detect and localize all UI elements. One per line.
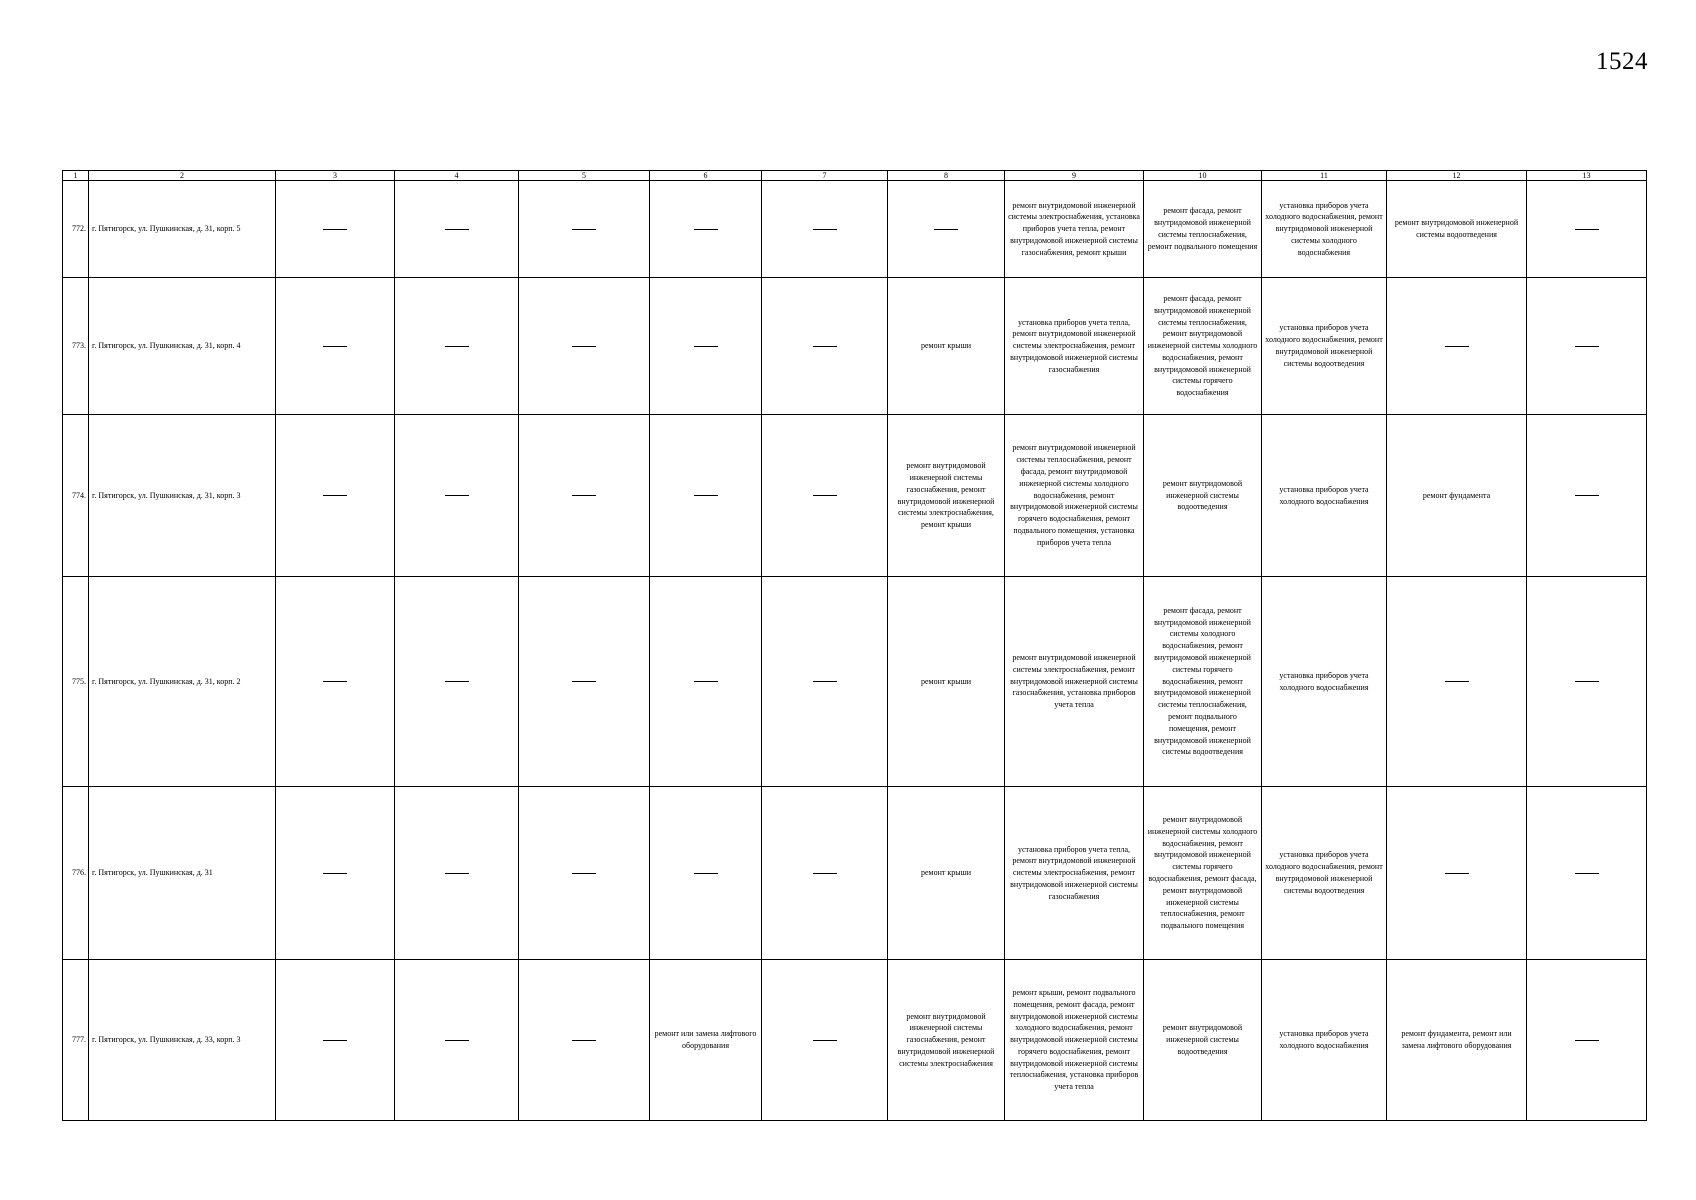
empty-cell [395,960,519,1121]
work-description-cell: ремонт внутридомовой инженерной системы водоотведения [1144,415,1262,577]
empty-cell [276,181,395,278]
work-description-cell: ремонт фундамента [1387,415,1527,577]
column-number: 6 [650,171,762,181]
dash-mark [323,1040,347,1041]
column-number: 8 [888,171,1005,181]
dash-mark [1575,229,1599,230]
empty-cell [650,278,762,415]
work-description-cell: ремонт внутридомовой инженерной системы электроснабжения, установка приборов учета тепла, ремонт внутридомовой инженерной системы газоснабжения, ремонт крыши [1005,181,1144,278]
dash-mark [694,229,718,230]
repair-schedule-table [62,170,1647,1121]
address-cell: г. Пятигорск, ул. Пушкинская, д. 31, корп. 3 [89,415,276,577]
column-number: 10 [1144,171,1262,181]
empty-cell [276,415,395,577]
empty-cell [519,577,650,787]
empty-cell [762,181,888,278]
row-number: 775. [63,577,89,787]
empty-cell [519,278,650,415]
dash-mark [323,495,347,496]
empty-cell [762,278,888,415]
empty-cell [650,181,762,278]
row-number: 774. [63,415,89,577]
work-description-cell: установка приборов учета холодного водоснабжения, ремонт внутридомовой инженерной системы водоотведения [1262,278,1387,415]
empty-cell [1527,787,1647,960]
table-row [63,415,1647,577]
dash-mark [572,495,596,496]
address-cell: г. Пятигорск, ул. Пушкинская, д. 31, корп. 5 [89,181,276,278]
empty-cell [395,415,519,577]
work-description-cell: ремонт внутридомовой инженерной системы водоотведения [1144,960,1262,1121]
empty-cell [519,415,650,577]
dash-mark [572,346,596,347]
column-number: 11 [1262,171,1387,181]
column-number: 2 [89,171,276,181]
empty-cell [519,960,650,1121]
empty-cell [888,181,1005,278]
work-description-cell: ремонт фасада, ремонт внутридомовой инженерной системы холодного водоснабжения, ремонт внутридомовой инженерной системы горячего водоснабжения, ремонт внутридомовой инженерной системы теплоснабжения, ремонт подвального помещения, ремонт внутридомовой инженерной системы водоотведения [1144,577,1262,787]
table-body [63,171,1647,1121]
empty-cell [650,415,762,577]
dash-mark [1445,681,1469,682]
work-description-cell: установка приборов учета холодного водоснабжения [1262,577,1387,787]
dash-mark [445,495,469,496]
dash-mark [694,681,718,682]
dash-mark [813,1040,837,1041]
dash-mark [445,1040,469,1041]
empty-cell [1387,577,1527,787]
column-number: 13 [1527,171,1647,181]
table-row [63,577,1647,787]
empty-cell [519,181,650,278]
dash-mark [1575,681,1599,682]
work-description-cell: ремонт фасада, ремонт внутридомовой инженерной системы теплоснабжения, ремонт подвального помещения [1144,181,1262,278]
empty-cell [276,960,395,1121]
table-row [63,181,1647,278]
dash-mark [323,681,347,682]
page-number: 1524 [1596,48,1648,75]
empty-cell [1527,278,1647,415]
column-number-row [63,171,1647,181]
empty-cell [1387,278,1527,415]
work-description-cell: установка приборов учета холодного водоснабжения, ремонт внутридомовой инженерной системы водоотведения [1262,787,1387,960]
empty-cell [650,577,762,787]
work-description-cell: ремонт внутридомовой инженерной системы электроснабжения, ремонт внутридомовой инженерной системы газоснабжения, установка приборов учета тепла [1005,577,1144,787]
work-description-cell: установка приборов учета тепла, ремонт внутридомовой инженерной системы электроснабжения, ремонт внутридомовой инженерной системы газоснабжения [1005,278,1144,415]
empty-cell [395,278,519,415]
dash-mark [572,873,596,874]
empty-cell [762,960,888,1121]
work-description-cell: установка приборов учета холодного водоснабжения [1262,415,1387,577]
row-number: 772. [63,181,89,278]
dash-mark [1575,346,1599,347]
dash-mark [323,229,347,230]
dash-mark [1575,1040,1599,1041]
dash-mark [813,346,837,347]
empty-cell [762,577,888,787]
dash-mark [694,495,718,496]
work-description-cell: ремонт крыши, ремонт подвального помещения, ремонт фасада, ремонт внутридомовой инженерной системы холодного водоснабжения, ремонт внутридомовой инженерной системы горячего водоснабжения, ремонт внутридомовой инженерной системы теплоснабжения, установка приборов учета тепла [1005,960,1144,1121]
address-cell: г. Пятигорск, ул. Пушкинская, д. 31 [89,787,276,960]
dash-mark [323,873,347,874]
empty-cell [1527,960,1647,1121]
column-number: 5 [519,171,650,181]
dash-mark [813,229,837,230]
empty-cell [276,787,395,960]
table-row [63,278,1647,415]
work-description-cell: ремонт крыши [888,577,1005,787]
row-number: 776. [63,787,89,960]
dash-mark [445,346,469,347]
dash-mark [445,229,469,230]
column-number: 4 [395,171,519,181]
column-number: 3 [276,171,395,181]
work-description-cell: ремонт фасада, ремонт внутридомовой инженерной системы теплоснабжения, ремонт внутридомовой инженерной системы холодного водоснабжения, ремонт внутридомовой инженерной системы горячего водоснабжения [1144,278,1262,415]
empty-cell [395,181,519,278]
column-number: 9 [1005,171,1144,181]
column-number: 7 [762,171,888,181]
empty-cell [762,787,888,960]
dash-mark [1445,346,1469,347]
dash-mark [1575,873,1599,874]
dash-mark [323,346,347,347]
work-description-cell: ремонт внутридомовой инженерной системы водоотведения [1387,181,1527,278]
dash-mark [572,681,596,682]
work-description-cell: ремонт внутридомовой инженерной системы холодного водоснабжения, ремонт внутридомовой инженерной системы горячего водоснабжения, ремонт фасада, ремонт внутридомовой инженерной системы теплоснабжения, ремонт подвального помещения [1144,787,1262,960]
empty-cell [276,577,395,787]
empty-cell [1527,415,1647,577]
empty-cell [395,577,519,787]
table-row [63,787,1647,960]
dash-mark [572,1040,596,1041]
dash-mark [572,229,596,230]
dash-mark [813,681,837,682]
empty-cell [276,278,395,415]
dash-mark [694,873,718,874]
empty-cell [1527,181,1647,278]
work-description-cell: ремонт внутридомовой инженерной системы газоснабжения, ремонт внутридомовой инженерной системы электроснабжения [888,960,1005,1121]
work-description-cell: установка приборов учета холодного водоснабжения, ремонт внутридомовой инженерной системы холодного водоснабжения [1262,181,1387,278]
empty-cell [1527,577,1647,787]
empty-cell [519,787,650,960]
empty-cell [762,415,888,577]
dash-mark [694,346,718,347]
work-description-cell: установка приборов учета холодного водоснабжения [1262,960,1387,1121]
address-cell: г. Пятигорск, ул. Пушкинская, д. 31, корп. 2 [89,577,276,787]
dash-mark [813,873,837,874]
work-description-cell: ремонт внутридомовой инженерной системы теплоснабжения, ремонт фасада, ремонт внутридомовой инженерной системы холодного водоснабжения, ремонт внутридомовой инженерной системы горячего водоснабжения, ремонт подвального помещения, установка приборов учета тепла [1005,415,1144,577]
dash-mark [1575,495,1599,496]
dash-mark [1445,873,1469,874]
address-cell: г. Пятигорск, ул. Пушкинская, д. 31, корп. 4 [89,278,276,415]
work-description-cell: ремонт крыши [888,278,1005,415]
dash-mark [813,495,837,496]
empty-cell [650,787,762,960]
dash-mark [445,681,469,682]
work-description-cell: ремонт фундамента, ремонт или замена лифтового оборудования [1387,960,1527,1121]
column-number: 1 [63,171,89,181]
address-cell: г. Пятигорск, ул. Пушкинская, д. 33, корп. 3 [89,960,276,1121]
row-number: 773. [63,278,89,415]
row-number: 777. [63,960,89,1121]
table-row [63,960,1647,1121]
work-description-cell: ремонт внутридомовой инженерной системы газоснабжения, ремонт внутридомовой инженерной системы электроснабжения, ремонт крыши [888,415,1005,577]
dash-mark [934,229,958,230]
work-description-cell: ремонт крыши [888,787,1005,960]
work-description-cell: ремонт или замена лифтового оборудования [650,960,762,1121]
work-description-cell: установка приборов учета тепла, ремонт внутридомовой инженерной системы электроснабжения, ремонт внутридомовой инженерной системы газоснабжения [1005,787,1144,960]
empty-cell [395,787,519,960]
empty-cell [1387,787,1527,960]
dash-mark [445,873,469,874]
column-number: 12 [1387,171,1527,181]
